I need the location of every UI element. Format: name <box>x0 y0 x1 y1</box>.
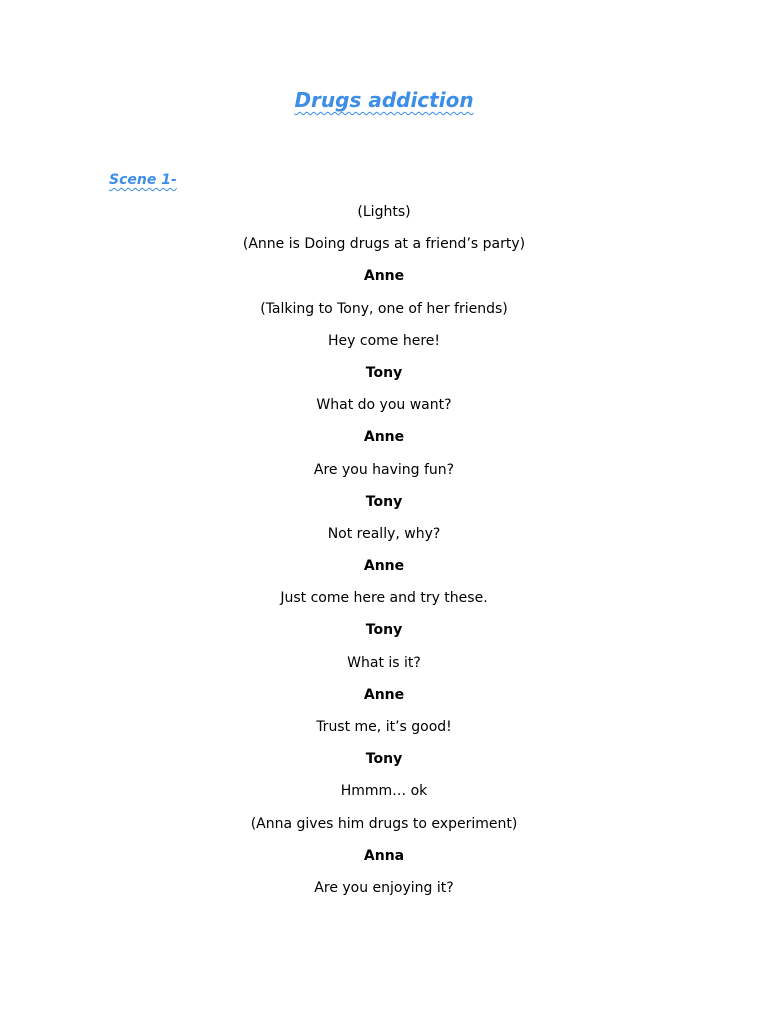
script-lines <box>0 201 768 909</box>
scene-heading-text: Scene 1- <box>109 172 177 188</box>
stage-direction: (Lights) <box>357 204 411 220</box>
dialogue-line: What do you want? <box>316 397 452 414</box>
dialogue-line: Are you having fun? <box>313 461 455 478</box>
speaker-name: Tony <box>365 622 403 639</box>
stage-direction: (Anna gives him drugs to experiment) <box>250 815 518 832</box>
dialogue-line: Are you enjoying it? <box>314 879 454 896</box>
speaker-name: Tony <box>365 751 403 768</box>
dialogue-line: Not really, why? <box>327 525 441 542</box>
document-title <box>0 86 768 114</box>
speaker-name: Anne <box>363 268 405 285</box>
scene-heading <box>109 170 177 190</box>
dialogue-line: What is it? <box>347 654 421 671</box>
document-title-text: Drugs addiction <box>294 88 474 112</box>
speaker-name: Tony <box>365 493 403 510</box>
speaker-name: Anna <box>363 847 405 864</box>
speaker-name: Tony <box>365 364 403 381</box>
speaker-name: Anne <box>363 558 405 575</box>
stage-direction: (Talking to Tony, one of her friends) <box>260 300 508 317</box>
speaker-name: Anne <box>363 429 405 446</box>
dialogue-line: Just come here and try these. <box>280 590 488 607</box>
dialogue-line: Trust me, it’s good! <box>316 719 452 735</box>
stage-direction: (Anne is Doing drugs at a friend’s party) <box>242 236 526 253</box>
dialogue-line: Hmmm… ok <box>340 783 428 800</box>
dialogue-line: Hey come here! <box>328 332 440 349</box>
speaker-name: Anne <box>363 686 405 703</box>
